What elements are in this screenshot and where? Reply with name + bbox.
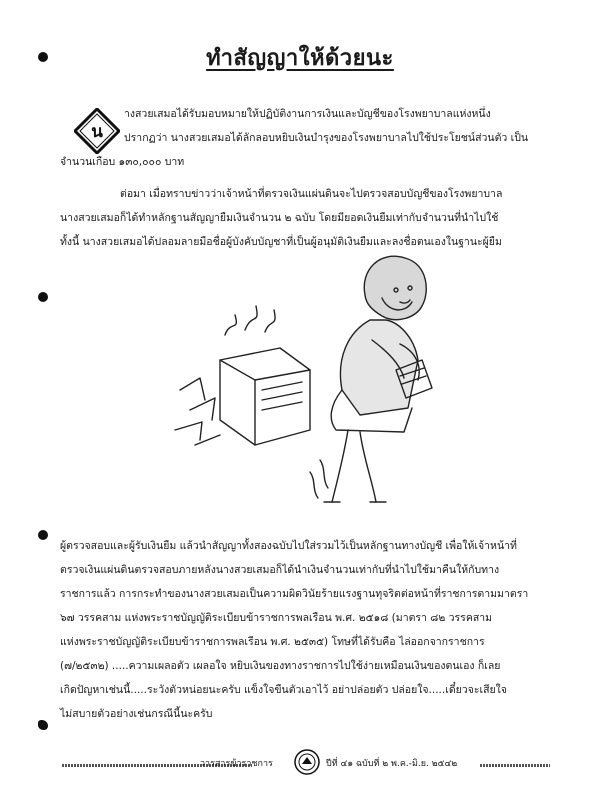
paragraph-3-line-1: ผู้ตรวจสอบและผู้รับเงินยืม แล้วนำสัญญาทั้งสองฉบับไปใส่รวมไว้เป็นหลักฐานทางบัญชี เพื่อให้เจ้าหน้าที่ bbox=[60, 540, 517, 552]
binder-hole-icon bbox=[38, 720, 48, 730]
paragraph-3-line-8: ไม่สบายตัวอย่างเช่นกรณีนี้นะครับ bbox=[60, 708, 213, 720]
footer-issue-info: ปีที่ ๔๑ ฉบับที่ ๒ พ.ค.-มิ.ย. ๒๕๔๒ bbox=[326, 759, 458, 769]
dropcap-letter: น bbox=[91, 122, 103, 142]
footer-rule-right bbox=[480, 764, 550, 767]
dropcap-diamond-icon bbox=[74, 108, 120, 154]
page-title: ทำสัญญาให้ด้วยนะ bbox=[206, 46, 394, 71]
binder-hole-icon bbox=[38, 530, 48, 540]
paragraph-1-line-2: ปรากฏว่า นางสวยเสมอได้ลักลอบหยิบเงินบำรุงของโรงพยาบาลไปใช้ประโยชน์ส่วนตัว เป็น bbox=[124, 132, 529, 144]
paragraph-3-line-3: ราชการแล้ว การกระทำของนางสวยเสมอเป็นความผิดวินัยร้ายแรงฐานทุจริตต่อหน้าที่ราชการตามมาตรา bbox=[60, 588, 529, 600]
paragraph-2-line-2: นางสวยเสมอก็ได้ทำหลักฐานสัญญายืมเงินจำนวน ๒ ฉบับ โดยมียอดเงินยืมเท่ากับจำนวนที่นำไปใช้ bbox=[60, 212, 499, 224]
paragraph-1-line-1: างสวยเสมอได้รับมอบหมายให้ปฏิบัติงานการเงินและบัญชีของโรงพยาบาลแห่งหนึ่ง bbox=[124, 108, 491, 120]
paragraph-2-line-1: ต่อมา เมื่อทราบข่าวว่าเจ้าหน้าที่ตรวจเงินแผ่นดินจะไปตรวจสอบบัญชีของโรงพยาบาล bbox=[120, 188, 503, 200]
paragraph-2-line-3: ทั้งนี้ นางสวยเสมอได้ปลอมลายมือชื่อผู้บังคับบัญชาที่เป็นผู้อนุมัติเงินยืมและลงชื่อตนเองในฐานะผู้ยืม bbox=[60, 236, 502, 248]
binder-hole-icon bbox=[38, 52, 48, 62]
illustration-woman-paper-shredder bbox=[160, 240, 490, 510]
paragraph-1-line-3: จำนวนเกือบ ๑๓๐,๐๐๐ บาท bbox=[60, 156, 185, 168]
paragraph-3-line-2: ตรวจเงินแผ่นดินตรวจสอบภายหลังนางสวยเสมอก็ได้นำเงินจำนวนเท่ากับที่นำไปใช้มาคืนให้กับทาง bbox=[60, 564, 500, 576]
paragraph-3-line-4: ๖๗ วรรคสาม แห่งพระราชบัญญัติระเบียบข้าราชการพลเรือน พ.ศ. ๒๕๑๘ (มาตรา ๘๒ วรรคสาม bbox=[60, 612, 493, 624]
paragraph-3-line-6: (๗/๒๕๓๒) .....ความเผลอตัว เผลอใจ หยิบเงินของทางราชการไปใช้ง่ายเหมือนเงินของตนเอง ก็เลย bbox=[60, 660, 501, 672]
paragraph-3-line-7: เกิดปัญหาเช่นนี้.....ระวังตัวหน่อยนะครับ แข็งใจขืนตัวเอาไว้ อย่าปล่อยตัว ปล่อยใจ.....เดี๋ยวจะเสียใจ bbox=[60, 684, 507, 696]
binder-hole-icon bbox=[38, 292, 48, 302]
journal-logo-icon bbox=[294, 749, 320, 775]
footer-journal-name: วารสารข้าราชการ bbox=[200, 759, 273, 769]
paragraph-3-line-5: แห่งพระราชบัญญัติระเบียบข้าราชการพลเรือน พ.ศ. ๒๕๓๕) โทษที่ได้รับคือ ไล่ออกจากราชการ bbox=[60, 636, 485, 648]
